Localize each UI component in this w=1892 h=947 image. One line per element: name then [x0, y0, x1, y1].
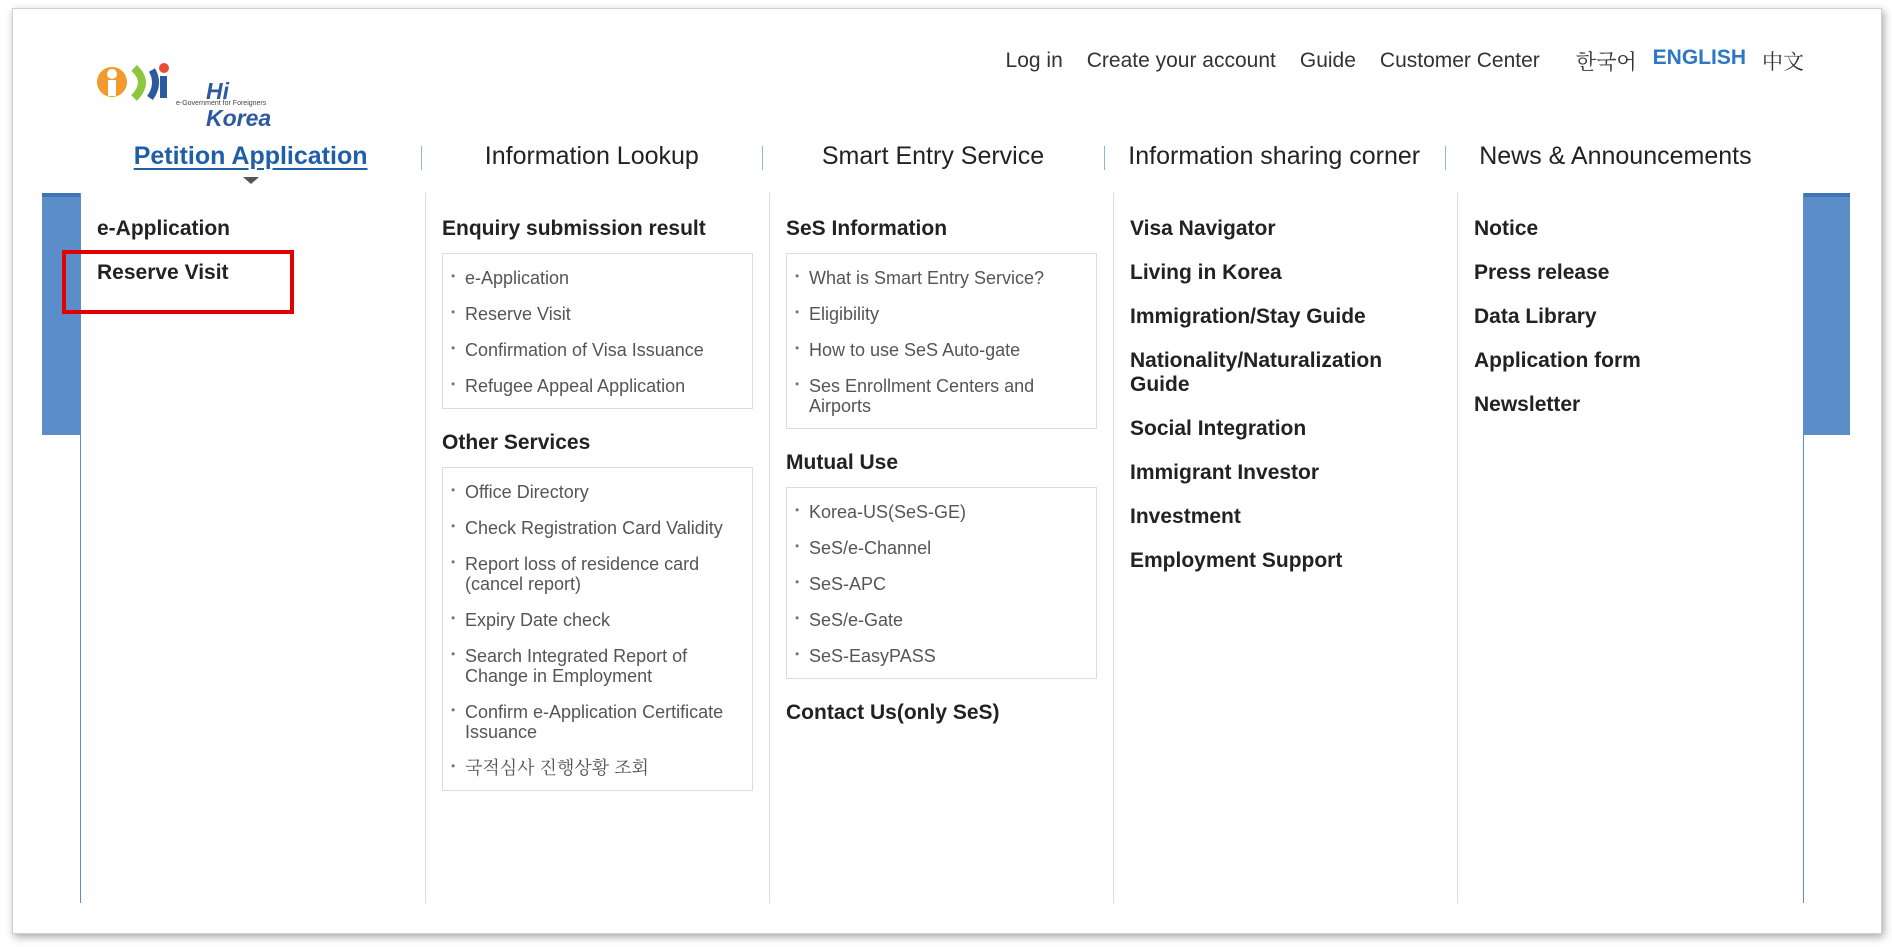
news-notice[interactable]: Notice — [1474, 217, 1539, 240]
enquiry-item-reserve-visit[interactable]: • Reserve Visit — [451, 304, 742, 324]
sharing-social-integration[interactable]: Social Integration — [1130, 417, 1307, 440]
main-nav — [80, 130, 1786, 182]
menu-col-sharing — [1113, 193, 1457, 903]
sharing-visa-navigator[interactable]: Visa Navigator — [1130, 217, 1276, 240]
sharing-immigrant-investor[interactable]: Immigrant Investor — [1130, 461, 1320, 484]
guide-link[interactable]: Guide — [1299, 49, 1356, 72]
tab-label: Petition Application — [133, 142, 368, 170]
language-switcher — [1576, 46, 1804, 76]
lang-chinese[interactable]: 中文 — [1762, 51, 1804, 74]
ses-item-eligibility[interactable]: • Eligibility — [795, 304, 1086, 324]
other-item-nationality-review[interactable]: • 국적심사 진행상황 조회 — [451, 758, 742, 778]
login-link[interactable]: Log in — [1005, 49, 1063, 72]
tab-label: Information Lookup — [484, 142, 699, 170]
mutual-use-title[interactable]: Mutual Use — [786, 451, 899, 474]
mutual-use-list — [786, 487, 1097, 679]
highlight-box — [62, 250, 294, 314]
menu-e-application[interactable]: e-Application — [97, 217, 231, 240]
news-newsletter[interactable]: Newsletter — [1474, 393, 1581, 416]
mutual-item-e-channel[interactable]: • SeS/e-Channel — [795, 538, 1086, 558]
menu-reserve-visit[interactable]: Reserve Visit — [97, 261, 229, 284]
ses-item-enrollment-centers[interactable]: • Ses Enrollment Centers and Airports — [795, 376, 1086, 416]
news-application-form[interactable]: Application form — [1474, 349, 1641, 372]
menu-col-news — [1457, 193, 1801, 903]
other-item-report-loss[interactable]: • Report loss of residence card (cancel report) — [451, 554, 742, 594]
ses-item-what-is[interactable]: • What is Smart Entry Service? — [795, 268, 1086, 288]
enquiry-item-e-application[interactable]: • e-Application — [451, 268, 742, 288]
news-press-release[interactable]: Press release — [1474, 261, 1610, 284]
lang-english[interactable]: ENGLISH — [1652, 46, 1746, 69]
contact-ses-link[interactable]: Contact Us(only SeS) — [786, 701, 1000, 724]
tab-news-announcements[interactable] — [1445, 130, 1786, 182]
other-item-registration-card[interactable]: • Check Registration Card Validity — [451, 518, 742, 538]
sharing-employment-support[interactable]: Employment Support — [1130, 549, 1343, 572]
sharing-immigration-guide[interactable]: Immigration/Stay Guide — [1130, 305, 1366, 328]
other-services-list — [442, 467, 753, 791]
other-item-office-directory[interactable]: • Office Directory — [451, 482, 742, 502]
tab-information-sharing[interactable] — [1104, 130, 1445, 182]
other-services-title[interactable]: Other Services — [442, 431, 591, 454]
hikorea-logo[interactable] — [94, 54, 284, 131]
enquiry-item-visa-issuance[interactable]: • Confirmation of Visa Issuance — [451, 340, 742, 360]
news-data-library[interactable]: Data Library — [1474, 305, 1597, 328]
tab-petition-application[interactable] — [80, 130, 421, 182]
other-item-confirm-certificate[interactable]: • Confirm e-Application Certificate Issuance — [451, 702, 742, 742]
tab-label: Smart Entry Service — [821, 142, 1045, 170]
lang-korean[interactable]: 한국어 — [1575, 51, 1637, 74]
tab-smart-entry-service[interactable] — [762, 130, 1103, 182]
mutual-item-easypass[interactable]: • SeS-EasyPASS — [795, 646, 1086, 666]
logo-subtext: e-Government for Foreigners — [176, 100, 267, 107]
other-item-expiry-date[interactable]: • Expiry Date check — [451, 610, 742, 630]
tab-label: Information sharing corner — [1128, 142, 1421, 170]
caret-down-icon — [243, 177, 259, 184]
logo-text: Hi Korea — [206, 78, 272, 131]
menu-col-ses — [769, 193, 1113, 903]
enquiry-item-refugee-appeal[interactable]: • Refugee Appeal Application — [451, 376, 742, 396]
mutual-item-korea-us[interactable]: • Korea-US(SeS-GE) — [795, 502, 1086, 522]
enquiry-list — [442, 253, 753, 409]
other-item-search-report[interactable]: • Search Integrated Report of Change in Employment — [451, 646, 742, 686]
ses-info-title[interactable]: SeS Information — [786, 217, 948, 240]
customer-center-link[interactable]: Customer Center — [1379, 49, 1540, 72]
mutual-item-e-gate[interactable]: • SeS/e-Gate — [795, 610, 1086, 630]
sharing-investment[interactable]: Investment — [1130, 505, 1241, 528]
ses-info-list — [786, 253, 1097, 429]
tab-information-lookup[interactable] — [421, 130, 762, 182]
menu-col-lookup — [425, 193, 769, 903]
tab-label: News & Announcements — [1479, 142, 1752, 170]
mega-menu — [80, 193, 1804, 903]
mutual-item-apc[interactable]: • SeS-APC — [795, 574, 1086, 594]
ses-item-auto-gate[interactable]: • How to use SeS Auto-gate — [795, 340, 1086, 360]
sharing-nationality-guide[interactable]: Nationality/Naturalization Guide — [1130, 349, 1383, 396]
utility-nav — [982, 46, 1804, 76]
enquiry-title[interactable]: Enquiry submission result — [442, 217, 706, 240]
sharing-living-in-korea[interactable]: Living in Korea — [1130, 261, 1282, 284]
create-account-link[interactable]: Create your account — [1086, 49, 1276, 72]
